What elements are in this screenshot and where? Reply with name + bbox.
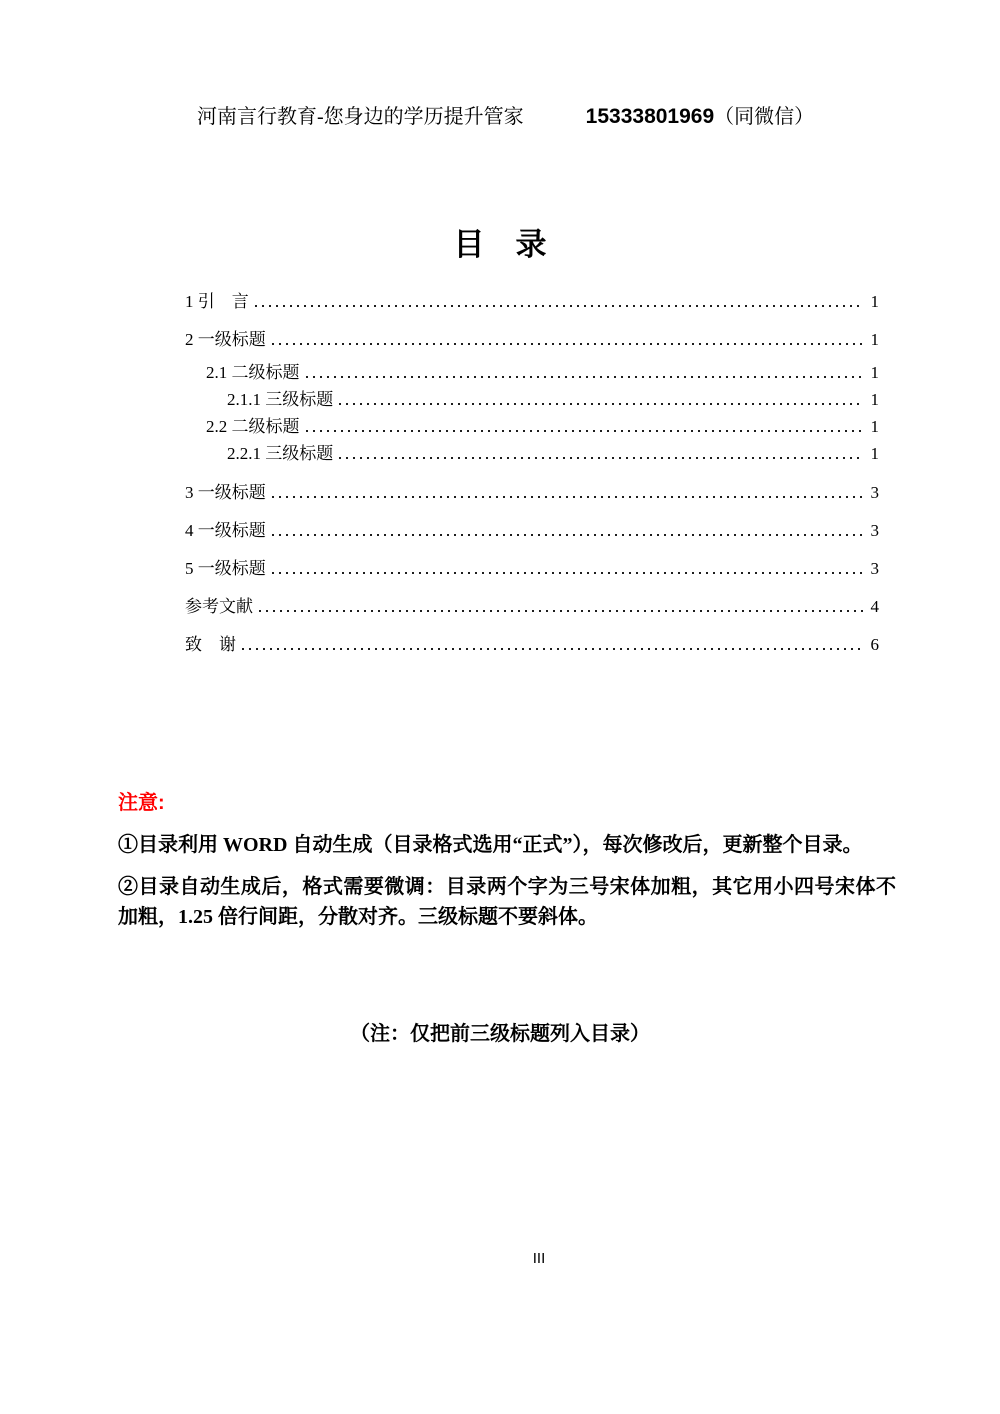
toc-entry-label: 2.2.1 三级标题 (227, 444, 334, 463)
toc-entry-page-number: 3 (870, 559, 879, 578)
header-phone-number: 15333801969 (585, 105, 715, 128)
toc-entry[interactable] (185, 588, 879, 626)
toc-entry-page-number: 1 (870, 444, 879, 463)
toc-entry[interactable] (185, 321, 879, 359)
toc-entry-page-number: 1 (870, 330, 879, 349)
toc-entry-label: 2 一级标题 (185, 330, 266, 349)
dot-leader (272, 572, 864, 574)
toc-title: 目 录 (453, 227, 547, 262)
dot-leader (306, 430, 865, 432)
header-phone-note: （同微信） (714, 106, 815, 128)
dot-leader (306, 376, 865, 378)
toc-entry-page-number: 1 (870, 292, 879, 311)
toc-entry-label: 4 一级标题 (185, 521, 266, 540)
notice-item: ②目录自动生成后，格式需要微调：目录两个字为三号宋体加粗，其它用小四号宋体不加粗，1.25 倍行间距，分散对齐。三级标题不要斜体。 (118, 876, 896, 928)
toc-entry[interactable] (185, 512, 879, 550)
page-header (197, 100, 814, 129)
dot-leader (242, 648, 864, 650)
toc-entry[interactable] (185, 626, 879, 664)
toc-entry[interactable] (185, 474, 879, 512)
toc-entry-label: 2.2 二级标题 (206, 417, 300, 436)
dot-leader (339, 403, 864, 405)
notice-heading: 注意: (118, 792, 165, 814)
dot-leader (272, 496, 864, 498)
toc-entry-page-number: 1 (870, 390, 879, 409)
dot-leader (272, 534, 864, 536)
toc-entry-page-number: 1 (870, 417, 879, 436)
toc-entry[interactable] (185, 359, 879, 386)
notice-list (118, 830, 896, 944)
toc-entry[interactable] (185, 440, 879, 467)
toc-entry-label: 2.1.1 三级标题 (227, 390, 334, 409)
dot-leader (339, 457, 864, 459)
notice-item: ①目录利用 WORD 自动生成（目录格式选用“正式”），每次修改后，更新整个目录。 (118, 834, 863, 856)
toc-entry-page-number: 6 (870, 635, 879, 654)
header-brand-text: 河南言行教育-您身边的学历提升管家 (197, 106, 524, 128)
toc-entry[interactable] (185, 386, 879, 413)
toc-entry-label: 致 谢 (185, 635, 236, 654)
toc-footnote: （注：仅把前三级标题列入目录） (350, 1023, 650, 1045)
toc-entry-page-number: 3 (870, 483, 879, 502)
toc-entry-label: 参考文献 (185, 597, 253, 616)
toc-entry-label: 2.1 二级标题 (206, 363, 300, 382)
toc-entry-page-number: 1 (870, 363, 879, 382)
toc-entry-page-number: 3 (870, 521, 879, 540)
toc-entry-label: 1 引 言 (185, 292, 249, 311)
toc-entry[interactable] (185, 550, 879, 588)
toc-entry[interactable] (185, 413, 879, 440)
table-of-contents (185, 283, 879, 664)
toc-entry-label: 3 一级标题 (185, 483, 266, 502)
toc-entry[interactable] (185, 283, 879, 321)
dot-leader (259, 610, 864, 612)
dot-leader (272, 343, 864, 345)
toc-entry-label: 5 一级标题 (185, 559, 266, 578)
page-number: III (532, 1250, 546, 1267)
dot-leader (255, 305, 864, 307)
toc-entry-page-number: 4 (870, 597, 879, 616)
